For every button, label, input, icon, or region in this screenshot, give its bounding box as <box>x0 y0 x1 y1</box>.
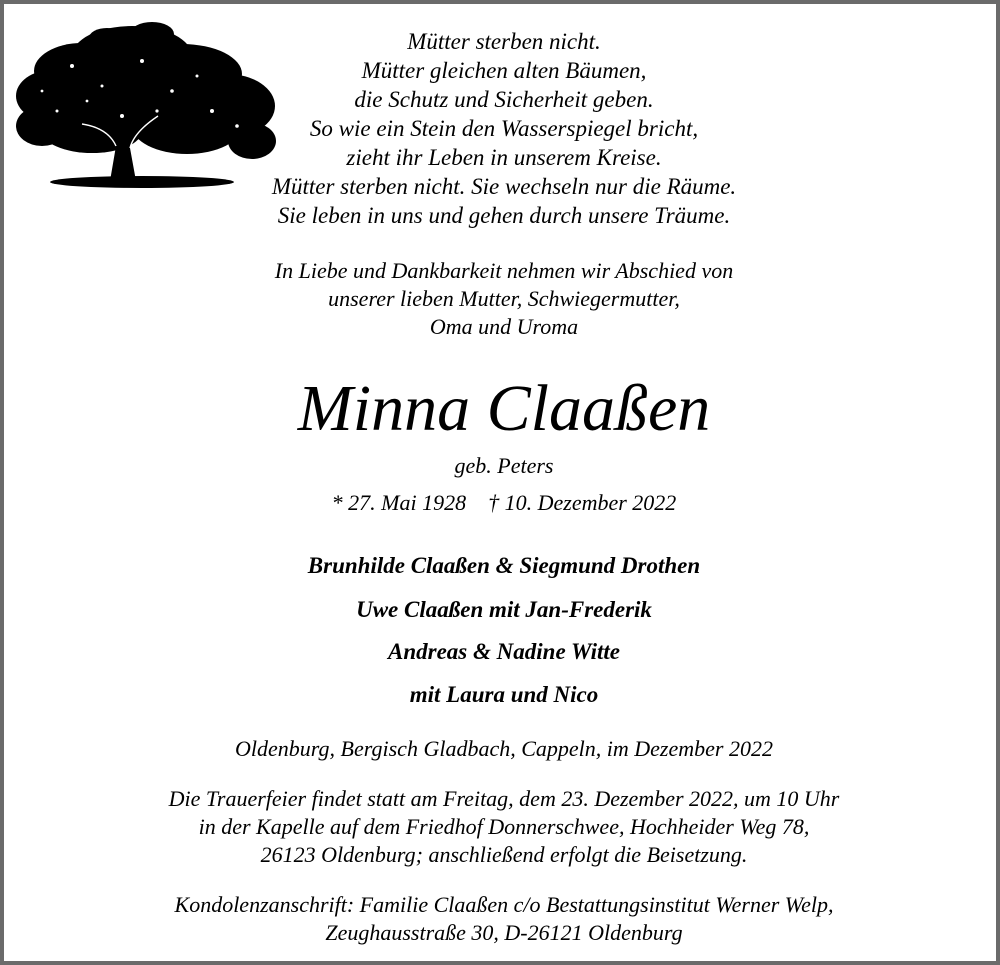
poem-line: Mütter gleichen alten Bäumen, <box>361 58 647 83</box>
poem-line: Mütter sterben nicht. Sie wechseln nur die Räume. <box>271 174 737 199</box>
deceased-name: Minna Claaßen <box>297 372 711 445</box>
mourner-line: mit Laura und Nico <box>409 682 599 707</box>
service-line: Die Trauerfeier findet statt am Freitag, dem 23. Dezember 2022, um 10 Uhr <box>168 786 840 811</box>
service-line: 26123 Oldenburg; anschließend erfolgt die Beisetzung. <box>260 842 748 867</box>
maiden-name: geb. Peters <box>454 453 554 478</box>
poem-line: So wie ein Stein den Wasserspiegel bricht, <box>309 116 699 141</box>
mourner-line: Brunhilde Claaßen & Siegmund Drothen <box>307 553 701 578</box>
condolence-line: Zeughausstraße 30, D-26121 Oldenburg <box>325 920 683 945</box>
intro-line: unserer lieben Mutter, Schwiegermutter, <box>328 286 680 311</box>
poem-line: zieht ihr Leben in unserem Kreise. <box>346 145 662 170</box>
poem-line: die Schutz und Sicherheit geben. <box>354 87 654 112</box>
poem-line: Mütter sterben nicht. <box>407 29 601 54</box>
service-line: in der Kapelle auf dem Friedhof Donnerschwee, Hochheider Weg 78, <box>198 814 810 839</box>
intro-line: Oma und Uroma <box>429 314 579 339</box>
condolence-line: Kondolenzanschrift: Familie Claaßen c/o Bestattungsinstitut Werner Welp, <box>174 892 834 917</box>
mourner-line: Andreas & Nadine Witte <box>388 639 620 664</box>
life-dates: * 27. Mai 1928 † 10. Dezember 2022 <box>331 490 677 515</box>
intro-line: In Liebe und Dankbarkeit nehmen wir Abschied von <box>274 258 734 283</box>
mourner-line: Uwe Claaßen mit Jan-Frederik <box>356 597 652 622</box>
poem-line: Sie leben in uns und gehen durch unsere Träume. <box>277 203 731 228</box>
place-date: Oldenburg, Bergisch Gladbach, Cappeln, im Dezember 2022 <box>235 736 773 761</box>
